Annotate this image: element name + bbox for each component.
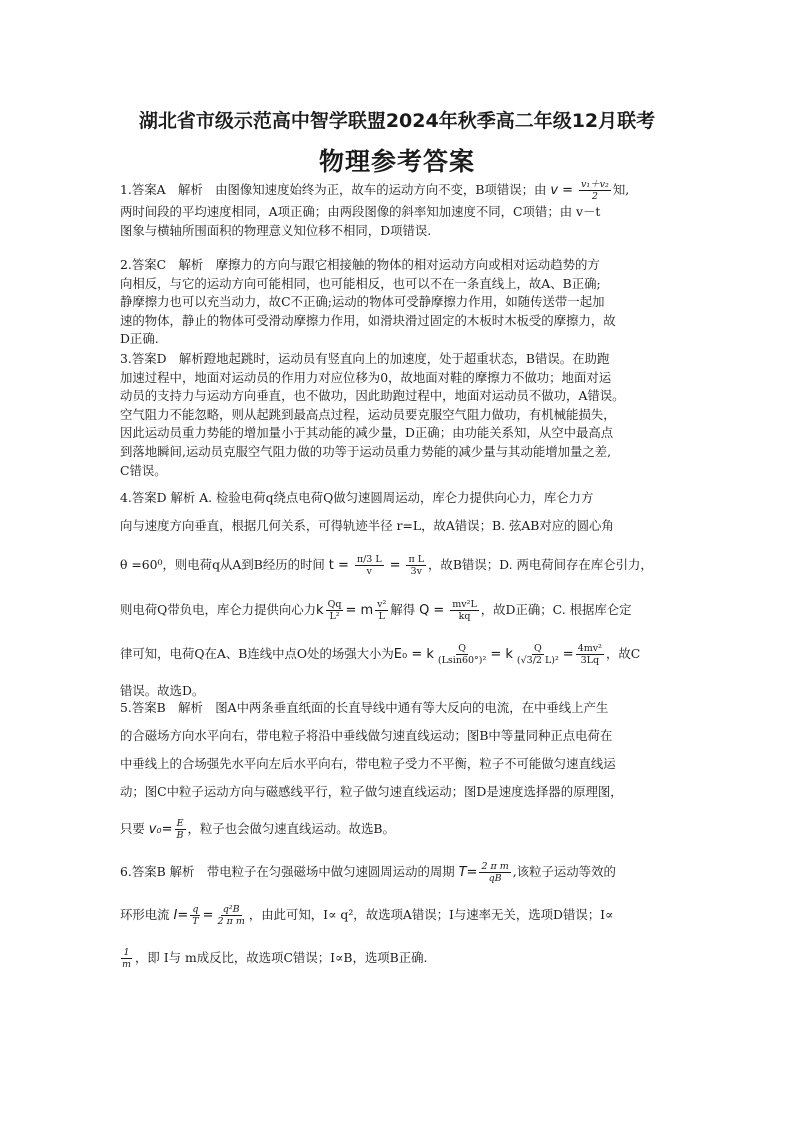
answer-3-line-1: 3.答案D 解析蹬地起跳时，运动员有竖直向上的加速度，处于超重状态，B错误。在助跑 — [120, 351, 610, 366]
time-fraction-1: $\frac{\pi/3 L}{v}$ — [356, 554, 382, 577]
charge-fraction: $\frac{\text{mv²L}}{kq}$ — [452, 599, 477, 622]
answer-4-line-1: 4.答案D 解析 A. 检验电荷q绕点电荷Q做匀速圆周运动，库仑力提供向心力，库仑力方 — [120, 490, 594, 505]
answer-6-line-2: 环形电流 I= $\frac{q}{T}$ = $\frac{\text{q²B}}{\text{2 π m}}$ ，由此可知，I∝ q²，故选项A错误；I与速率无关，选项D错误；I∝ — [120, 904, 614, 927]
answer-2-line-4: 速的物体，静止的物体可受滑动摩擦力作用，如滑块滑过固定的木板时木板受的摩擦力，故 — [120, 312, 616, 328]
answer-3-line-2: 加速过程中，地面对运动员的作用力对应位移为0，故地面对鞋的摩擦力不做功；地面对运 — [120, 369, 612, 385]
average-velocity-fraction: $\frac{\text{v₁＋v₂}}{2}$ — [581, 179, 609, 202]
answer-4-line-4: 则电荷Q带负电，库仑力提供向心力k $\frac{Qq}{\text{L²}}$ = m $\frac{\text{v²}}{L}$ 解得 Q = $\frac{\text{mv²L}}{kq}$ ，故D正确；C. 根据库仑定 — [120, 599, 632, 622]
answer-4-line-2: 向与速度方向垂直，根据几何关系，可得轨迹半径 r=L，故A错误；B. 弦AB对应的圆心角 — [120, 518, 614, 533]
field-fraction-1: $\frac{Q}{\text{(Lsin60°)²}}$ — [437, 643, 487, 666]
current-fraction-1: $\frac{q}{T}$ — [192, 904, 199, 927]
answer-5 — [120, 694, 676, 852]
answer-6-line-3: $\frac{1}{m}$ ，即 I与 m成反比，故选项C错误；I∝B，选项B正确. — [122, 947, 428, 970]
answer-3-line-6: 到落地瞬间,运动员克服空气阻力做的功等于运动员重力势能的减少量与其动能增加量之差, — [120, 443, 612, 459]
answer-3-line-7: C错误。 — [120, 462, 167, 478]
answer-4 — [120, 484, 676, 704]
answer-5-line-2: 的合磁场方向水平向右，带电粒子将沿中垂线做匀速直线运动；图B中等量同种正点电荷在 — [120, 728, 613, 743]
field-fraction-2: $\frac{Q}{\text{(√3/2 L)²}}$ — [516, 643, 559, 666]
page-title: 湖北省市级示范高中智学联盟2024年秋季高二年级12月联考 — [138, 110, 656, 132]
centripetal-fraction: $\frac{\text{v²}}{L}$ — [377, 599, 387, 622]
answer-6 — [120, 852, 676, 978]
period-fraction: $\frac{\text{2 π m}}{qB}$ — [481, 861, 509, 884]
answer-1-line-2: 两时间段的平均速度相同，A项正确；由两段图像的斜率知加速度不同，C项错；由 v－t — [120, 204, 601, 219]
answer-4-line-6: 错误。故选D。 — [120, 683, 205, 698]
coulomb-fraction: $\frac{Qq}{\text{L²}}$ — [327, 599, 342, 622]
time-fraction-2: $\frac{\text{π L}}{3v}$ — [408, 554, 425, 577]
answer-1-line-1: 1.答案A 解析 由图像知速度始终为正，故车的运动方向不变，B项错误；由 v = $\frac{\text{v₁＋v₂}}{2}$ 知, — [120, 179, 630, 202]
answer-2-line-1: 2.答案C 解析 摩擦力的方向与跟它相接触的物体的相对运动方向或相对运动趋势的方 — [120, 257, 600, 272]
current-fraction-2: $\frac{\text{q²B}}{\text{2 π m}}$ — [217, 904, 245, 927]
page-subtitle: 物理参考答案 — [318, 147, 475, 176]
answer-1-line-3: 图象与横轴所围面积的物理意义知位移不相同，D项错误. — [120, 222, 432, 238]
answer-2-line-5: D正确. — [120, 331, 159, 347]
answer-5-line-4: 动；图C中粒子运动方向与磁感线平行，粒子做匀速直线运动；图D是速度选择器的原理图， — [120, 784, 623, 799]
answer-5-line-3: 中垂线上的合场强先水平向左后水平向右，带电粒子受力不平衡，粒子不可能做匀速直线运 — [120, 756, 616, 771]
answer-6-line-1: 6.答案B 解析 带电粒子在匀强磁场中做匀速圆周运动的周期 T= $\frac{\text{2 π m}}{qB}$ ,该粒子运动等效的 — [120, 861, 616, 884]
answer-4-line-3: θ =60⁰，则电荷q从A到B经历的时间 t = $\frac{\pi/3 L}{v}$ = $\frac{\text{π L}}{3v}$ ，故B错误；D. 两电荷间存在库仑引力， — [120, 554, 653, 577]
answer-2 — [120, 256, 676, 349]
answer-5-line-5: 只要 v₀= $\frac{E}{B}$ ，粒子也会做匀速直线运动。故选B。 — [120, 818, 395, 841]
answer-3-line-3: 动员的支持力与运动方向垂直，也不做功，因此助跑过程中，地面对运动员不做功，A错误。 — [120, 388, 625, 404]
answer-3 — [120, 350, 676, 480]
answer-5-line-1: 5.答案B 解析 图A中两条垂直纸面的长直导线中通有等大反向的电流，在中垂线上产生 — [120, 700, 609, 715]
answer-4-line-5: 律可知，电荷Q在A、B连线中点O处的场强大小为E₀ = k $\frac{Q}{\text{(Lsin60°)²}}$ = k $\frac{Q}{\text{(√3/2 L)²}}$ = $\frac{\text{4mv²}}{3Lq}$ ，故C — [120, 643, 641, 666]
field-fraction-3: $\frac{\text{4mv²}}{3Lq}$ — [577, 643, 602, 666]
answer-1 — [120, 178, 676, 240]
answer-2-line-2: 向相反，与它的运动方向可能相同，也可能相反，也可以不在一条直线上，故A、B正确; — [120, 275, 601, 291]
answer-2-line-3: 静摩擦力也可以充当动力，故C不正确;运动的物体可受静摩擦力作用，如随传送带一起加 — [120, 294, 605, 310]
velocity-selector-fraction: $\frac{E}{B}$ — [176, 818, 184, 841]
answer-3-line-4: 空气阻力不能忽略，则从起跳到最高点过程，运动员要克服空气阻力做功，有机械能损失， — [120, 406, 616, 422]
answer-3-line-5: 因此运动员重力势能的增加量小于其动能的减少量，D正确；由功能关系知，从空中最高点 — [120, 425, 614, 441]
inverse-mass-fraction: $\frac{1}{m}$ — [122, 947, 132, 970]
